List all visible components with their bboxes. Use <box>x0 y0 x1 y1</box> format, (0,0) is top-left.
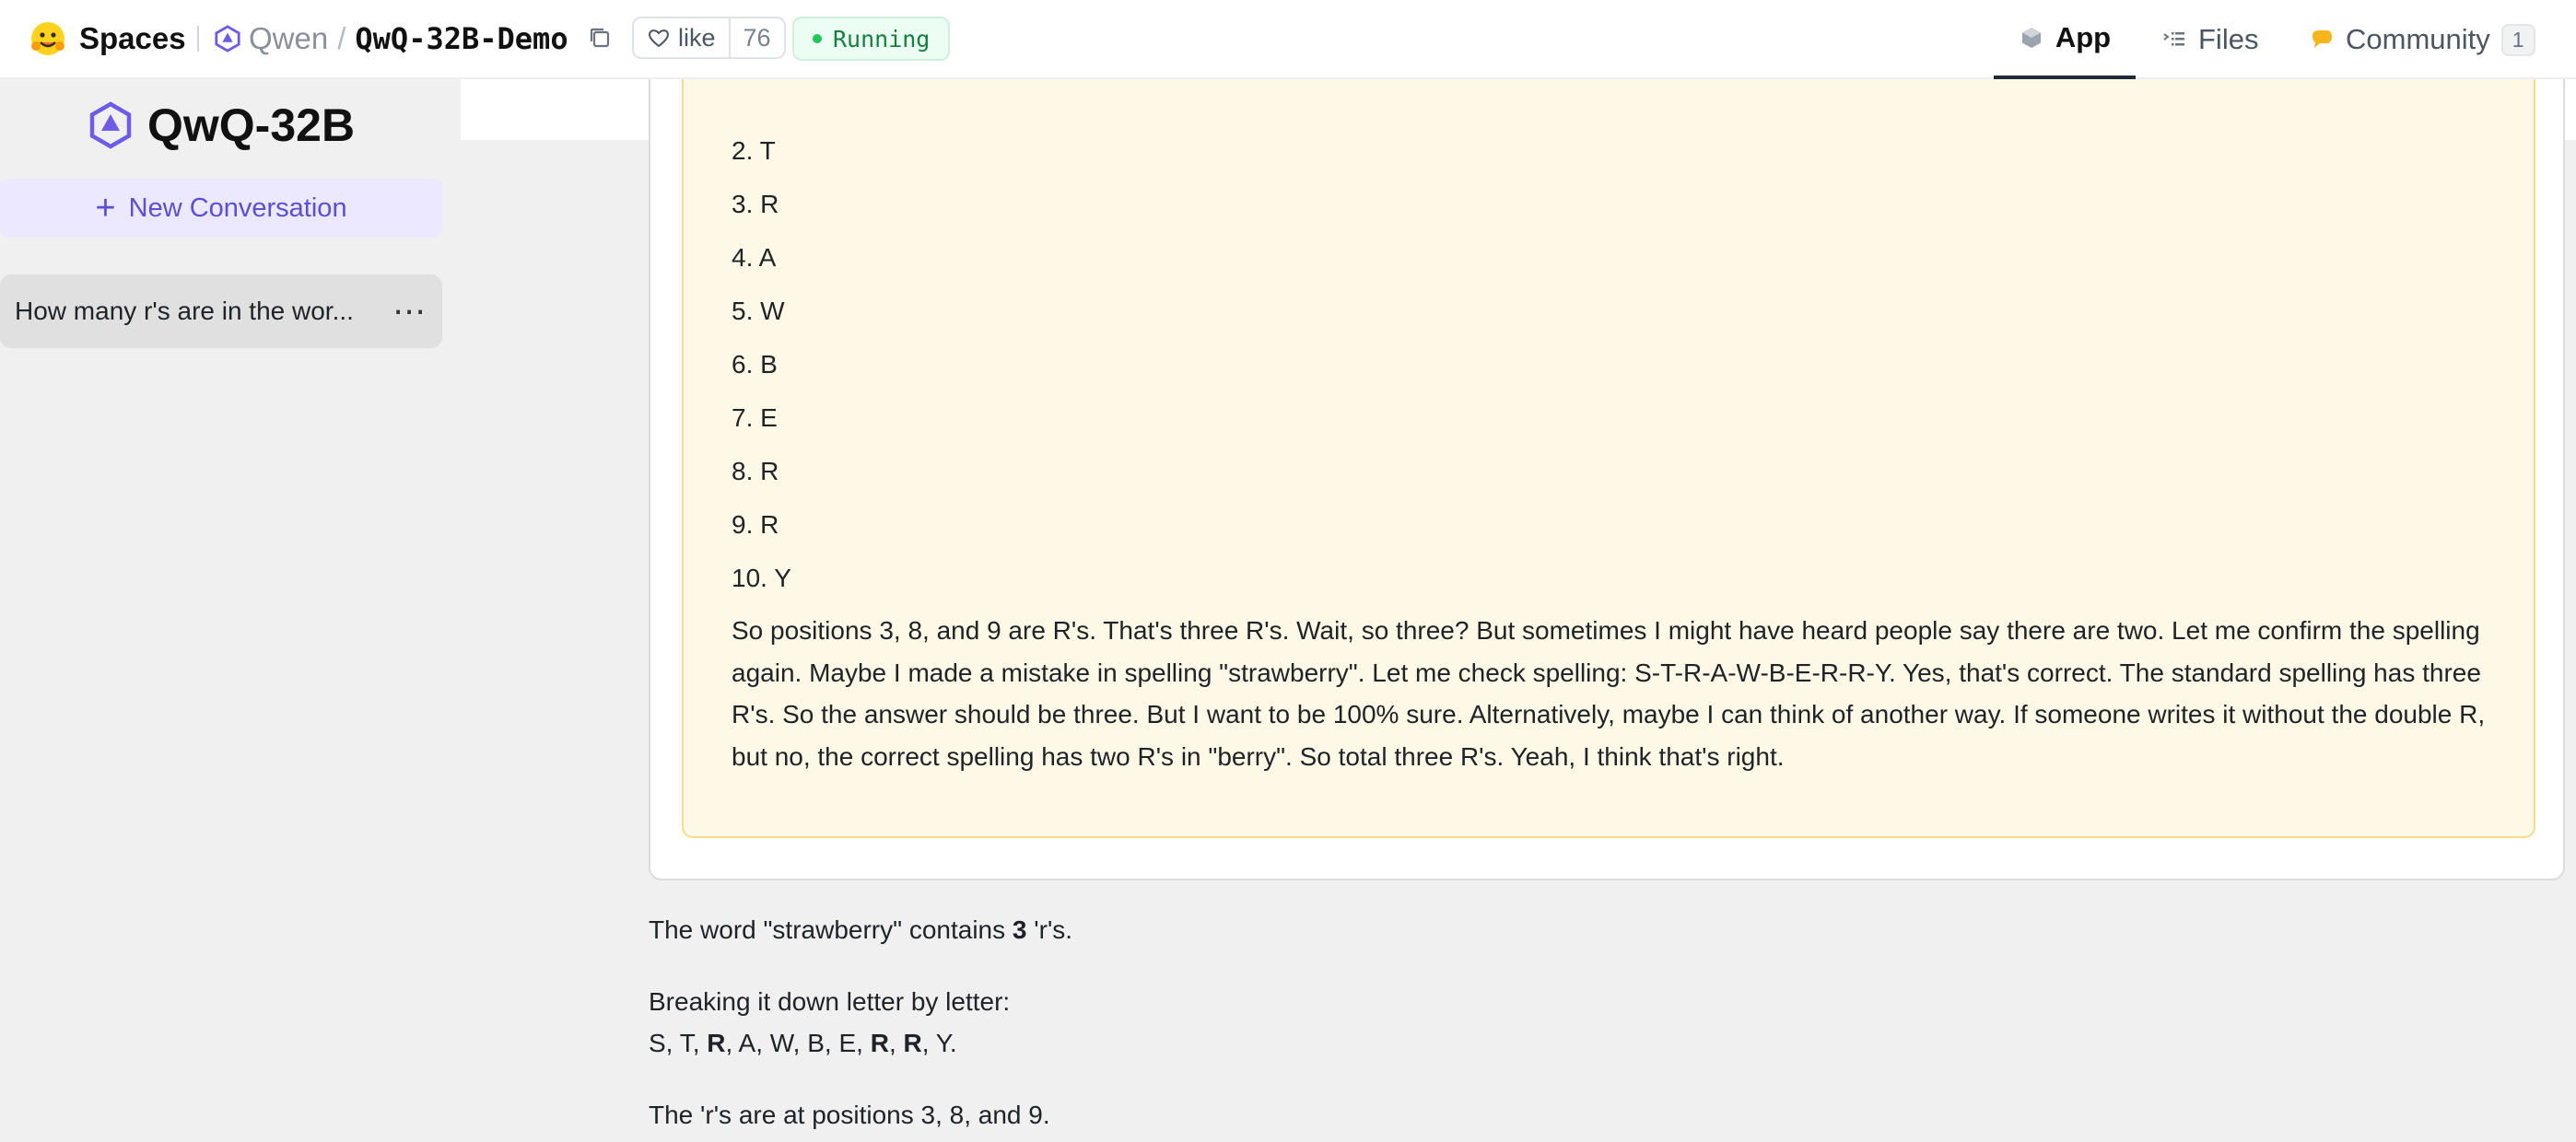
letter-line: 6. B <box>732 350 778 379</box>
answer-line: The 'r's are at positions 3, 8, and 9. <box>649 1101 1050 1129</box>
tab-community[interactable] <box>2309 0 2535 79</box>
like-count: 76 <box>729 18 784 57</box>
breadcrumb-separator: / <box>337 21 346 55</box>
answer-text: , <box>888 1029 904 1057</box>
app-brand <box>87 96 355 155</box>
conversation-title: How many r's are in the wor... <box>15 297 354 325</box>
breadcrumb-repo[interactable]: QwQ-32B-Demo <box>355 21 568 56</box>
tab-files-label: Files <box>2198 23 2259 55</box>
copy-icon[interactable] <box>586 24 614 52</box>
status-text: Running <box>833 25 931 52</box>
status-dot-icon <box>813 34 822 43</box>
app-title: QwQ-32B <box>147 99 356 151</box>
divider <box>197 26 199 52</box>
community-count-badge: 1 <box>2501 24 2535 56</box>
new-conversation-label: New Conversation <box>128 192 347 223</box>
breadcrumb-org[interactable]: Qwen <box>249 21 329 55</box>
tab-app[interactable] <box>1994 0 2136 79</box>
top-bar <box>0 0 2576 79</box>
heart-icon <box>647 26 671 50</box>
breadcrumb <box>214 17 568 61</box>
answer-count: 3 <box>1012 915 1027 944</box>
letter-line: 7. E <box>732 403 778 432</box>
thinking-panel <box>682 79 2535 838</box>
assistant-message-card <box>649 79 2565 880</box>
letter-line: 4. A <box>732 243 777 272</box>
thinking-paragraph: So positions 3, 8, and 9 are R's. That's three R's. Wait, so three? But sometimes I might have heard people say there are two. Let me confirm the spelling again. Maybe I made a mistake in spelling "strawberry". Let me check spelling: S-T-R-A-W-B-E-R-R-Y. Yes, that's correct. The standard spelling has three R's. So the answer should be three. But I want to be 100% sure. Alternatively, maybe I can think of another way. If someone writes it without the double R, but no, the correct spelling has two R's in "berry". So total three R's. Yeah, I think that's right. <box>732 616 2486 771</box>
highlighted-letter: R <box>903 1029 922 1057</box>
letter-line: 2. T <box>732 136 776 165</box>
hugging-face-logo-icon <box>29 20 66 57</box>
letter-line: 5. W <box>732 297 785 325</box>
letter-line: 8. R <box>732 457 779 485</box>
tab-community-label: Community <box>2346 23 2490 55</box>
answer-text: The word "strawberry" contains <box>649 915 1013 944</box>
status-badge <box>792 17 950 61</box>
spaces-link[interactable] <box>29 17 186 61</box>
answer-line <box>649 915 1072 945</box>
qwen-logo-icon <box>87 101 135 149</box>
more-options-icon[interactable]: ⋯ <box>392 292 427 330</box>
tab-app-label: App <box>2055 21 2112 53</box>
answer-line: Breaking it down letter by letter: <box>649 987 1011 1016</box>
chat-area <box>461 79 2576 1142</box>
qwen-logo-icon <box>214 25 241 52</box>
answer-text: , Y. <box>921 1029 957 1057</box>
sidebar <box>0 79 459 1142</box>
answer-text: , A, W, B, E, <box>725 1029 871 1057</box>
letter-line: 9. R <box>732 510 779 539</box>
tab-files[interactable] <box>2161 0 2258 79</box>
plus-icon: + <box>95 189 116 227</box>
letter-line: 10. Y <box>732 564 791 592</box>
new-conversation-button[interactable] <box>0 179 442 238</box>
letter-line: 3. R <box>732 190 779 218</box>
highlighted-letter: R <box>707 1029 726 1057</box>
answer-letter-breakdown <box>649 1029 957 1058</box>
community-icon <box>2309 27 2335 52</box>
conversation-item[interactable] <box>0 274 442 348</box>
spaces-label: Spaces <box>79 21 186 55</box>
like-label: like <box>678 23 716 52</box>
cube-icon <box>2019 25 2044 51</box>
highlighted-letter: R <box>870 1029 889 1057</box>
answer-text: 'r's. <box>1026 915 1073 944</box>
like-button[interactable] <box>632 17 786 59</box>
files-icon <box>2161 27 2187 52</box>
answer-text: S, T, <box>649 1029 708 1057</box>
